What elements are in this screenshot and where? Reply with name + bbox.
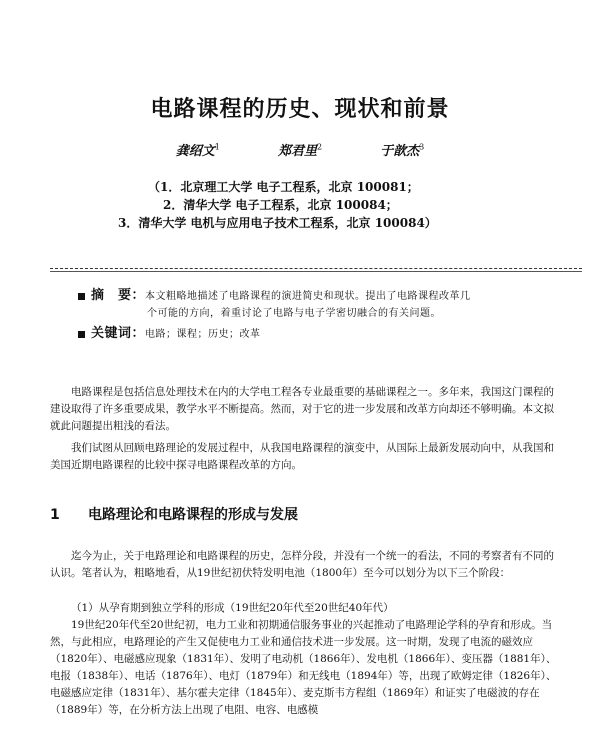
abstract-text-cont: 个可能的方向，着重讨论了电路与电子学密切融合的有关问题。 (147, 308, 441, 319)
intro-paragraph: 电路课程是包括信息处理技术在内的大学电工程各专业最重要的基础课程之一。多年来，我国这门课程的建设取得了许多重要成果，教学水平不断提高。然而，对于它的进一步发展和改革方向却还不够明确。本文拟就此问题提出粗浅的看法。 (50, 386, 554, 432)
header-rule (50, 271, 582, 272)
author-list (0, 140, 600, 159)
abstract-block (78, 287, 568, 306)
author-name: 于歆杰 (380, 144, 420, 159)
keywords-text: 电路；课程；历史；改革 (145, 329, 261, 340)
author-name: 龚绍文 (175, 144, 215, 159)
abstract-text: 本文粗略地描述了电路课程的演进简史和现状。提出了电路课程改革几 (145, 291, 471, 302)
affiliation-line: （1．北京理工大学 电子工程系，北京 100081； (148, 180, 419, 194)
section-heading (50, 504, 298, 524)
author-affiliation-mark: 1 (214, 142, 220, 152)
body-paragraph: （1）从孕育期到独立学科的形成（19世纪20年代至20世纪40年代） (71, 602, 394, 614)
keywords-block (78, 325, 568, 344)
author-name: 郑君里 (277, 144, 317, 159)
intro-paragraph: 我们试图从回顾电路理论的发展过程中，从我国电路课程的演变中，从国际上最新发展动向中，从我国和美国近期电路课程的比较中探寻电路课程改革的方向。 (50, 442, 554, 471)
author-affiliation-mark: 3 (419, 142, 425, 152)
body-paragraph: 迄今为止，关于电路理论和电路课程的历史，怎样分段，并没有一个统一的看法，不同的考察者有不同的认识。笔者认为，粗略地看，从19世纪初伏特发明电池（1800年）至今可以划分为以下三个阶段： (50, 550, 554, 579)
author-affiliation-mark: 2 (316, 142, 323, 152)
section-number: 1 (50, 507, 60, 523)
header-rule (50, 268, 582, 269)
bullet-icon (78, 331, 85, 338)
affiliation-line: 3．清华大学 电机与应用电子技术工程系，北京 100084） (118, 216, 437, 230)
bullet-icon (78, 293, 85, 300)
keywords-label: 关键词： (91, 326, 146, 341)
section-title: 电路理论和电路课程的形成与发展 (88, 507, 298, 523)
affiliation-line: 2．清华大学 电子工程系，北京 100084； (163, 198, 398, 212)
paper-title: 电路课程的历史、现状和前景 (150, 97, 450, 122)
abstract-label: 摘 要： (91, 288, 146, 303)
body-paragraph: 19世纪20年代至20世纪初，电力工业和初期通信服务事业的兴起推动了电路理论学科的孕育和形成。当然，与此相应，电路理论的产生又促使电力工业和通信技术进一步发展。这一时期，发现了电流的磁效应（1820年）、电磁感应现象（1831年）、发明了电动机（1866年）、发电机（1866年）、变压器（1881年）、电报（1838年）、电话（1876年）、电灯（1879年）和无线电（1894年）等，出现了欧姆定律（1826年）、电磁感应定律（1831年）、基尔霍夫定律（1845年）、麦克斯韦方程组（1869年）和证实了电磁波的存在（1889年）等，在分析方法上出现了电阻、电容、电感模 (50, 619, 557, 716)
